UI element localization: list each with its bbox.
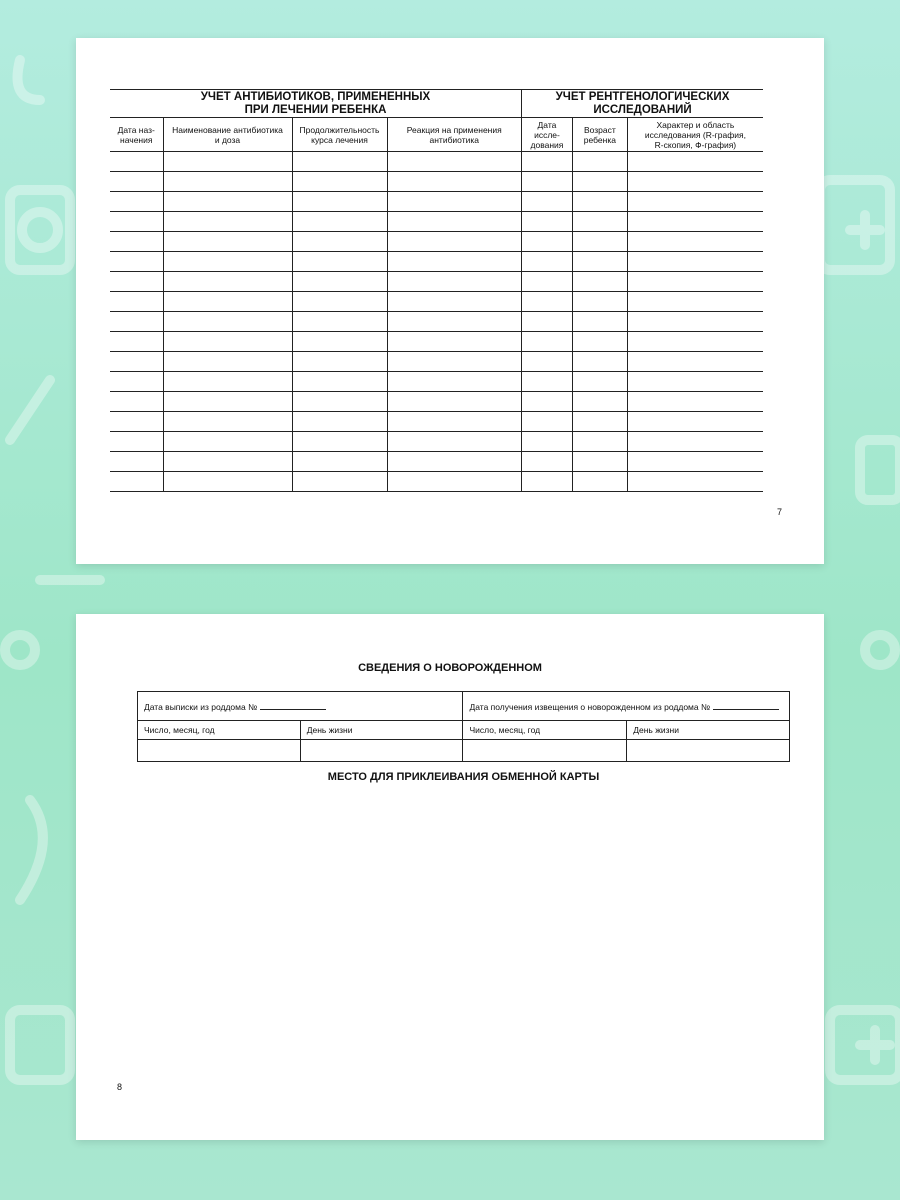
xray-row — [522, 372, 764, 392]
pacifier-icon — [18, 60, 41, 100]
antibiotics-cell[interactable] — [387, 292, 521, 312]
discharge-date-label: Дата выписки из роддома № — [144, 701, 258, 712]
antibiotics-cell[interactable] — [163, 232, 292, 252]
xray-cell[interactable] — [627, 212, 763, 232]
antibiotics-cell[interactable] — [163, 392, 292, 412]
xray-cell[interactable] — [572, 152, 627, 172]
antibiotics-cell[interactable] — [110, 332, 163, 352]
antibiotics-cell[interactable] — [110, 252, 163, 272]
antibiotics-cell[interactable] — [387, 452, 521, 472]
antibiotics-cell[interactable] — [387, 432, 521, 452]
antibiotics-row — [110, 272, 521, 292]
antibiotics-row — [110, 212, 521, 232]
syringe-icon — [10, 380, 50, 440]
day-of-life-label-right: День жизни — [627, 721, 790, 740]
stethoscope-icon — [5, 635, 35, 665]
date-field-right[interactable] — [463, 740, 627, 762]
antibiotics-cell[interactable] — [110, 352, 163, 372]
antibiotics-cell[interactable] — [163, 412, 292, 432]
antibiotics-cell[interactable] — [110, 392, 163, 412]
antibiotics-row — [110, 172, 521, 192]
antibiotics-cell[interactable] — [387, 312, 521, 332]
xray-cell[interactable] — [572, 192, 627, 212]
antibiotics-cell[interactable] — [163, 272, 292, 292]
xray-cell[interactable] — [627, 252, 763, 272]
antibiotics-cell[interactable] — [110, 432, 163, 452]
xray-row — [522, 212, 764, 232]
xray-cell[interactable] — [572, 312, 627, 332]
antibiotics-cell[interactable] — [110, 272, 163, 292]
xray-cell[interactable] — [572, 272, 627, 292]
xray-row — [522, 332, 764, 352]
antibiotics-cell[interactable] — [387, 332, 521, 352]
antibiotics-row — [110, 152, 521, 172]
notice-number-blank[interactable] — [713, 701, 779, 710]
antibiotics-cell[interactable] — [163, 352, 292, 372]
xray-cell[interactable] — [572, 232, 627, 252]
xray-cell[interactable] — [572, 292, 627, 312]
col-prescription-date: Дата наз- начения — [110, 118, 163, 152]
antibiotics-cell[interactable] — [292, 292, 387, 312]
antibiotics-cell[interactable] — [387, 212, 521, 232]
xray-row — [522, 452, 764, 472]
antibiotics-title: УЧЕТ АНТИБИОТИКОВ, ПРИМЕНЕННЫХ ПРИ ЛЕЧЕНИИ РЕБЕНКА — [110, 90, 521, 118]
xray-cell[interactable] — [627, 432, 763, 452]
antibiotics-cell[interactable] — [163, 152, 292, 172]
xray-row — [522, 412, 764, 432]
antibiotics-cell[interactable] — [163, 212, 292, 232]
antibiotics-row — [110, 252, 521, 272]
col-antibiotic-name-dose: Наименование антибиотика и доза — [163, 118, 292, 152]
xray-cell[interactable] — [627, 452, 763, 472]
antibiotics-cell[interactable] — [292, 472, 387, 492]
xray-cell[interactable] — [572, 212, 627, 232]
antibiotics-row — [110, 292, 521, 312]
page-number-7: 7 — [777, 507, 783, 517]
newborn-info-title: СВЕДЕНИЯ О НОВОРОЖДЕННОМ — [358, 662, 542, 674]
discharge-number-blank[interactable] — [260, 701, 326, 710]
antibiotics-cell[interactable] — [387, 192, 521, 212]
xray-cell[interactable] — [627, 392, 763, 412]
xray-cell[interactable] — [572, 392, 627, 412]
xray-row — [522, 252, 764, 272]
xray-row — [522, 472, 764, 492]
antibiotics-cell[interactable] — [292, 372, 387, 392]
xray-cell[interactable] — [522, 452, 573, 472]
xray-row — [522, 392, 764, 412]
xray-cell[interactable] — [522, 332, 573, 352]
discharge-date-cell[interactable] — [138, 692, 463, 721]
xray-cell[interactable] — [522, 212, 573, 232]
col-course-duration: Продолжительность курса лечения — [292, 118, 387, 152]
xray-cell[interactable] — [522, 252, 573, 272]
antibiotics-cell[interactable] — [163, 472, 292, 492]
xray-cell[interactable] — [522, 272, 573, 292]
antibiotics-row — [110, 452, 521, 472]
xray-cell[interactable] — [522, 412, 573, 432]
xray-cell[interactable] — [627, 372, 763, 392]
col-reaction: Реакция на применения антибиотика — [387, 118, 521, 152]
xray-cell[interactable] — [627, 312, 763, 332]
xray-table — [521, 89, 763, 492]
antibiotics-cell[interactable] — [163, 172, 292, 192]
xray-row — [522, 352, 764, 372]
xray-cell[interactable] — [627, 172, 763, 192]
date-label-left: Число, месяц, год — [138, 721, 301, 740]
xray-cell[interactable] — [522, 152, 573, 172]
xray-row — [522, 292, 764, 312]
antibiotics-cell[interactable] — [292, 152, 387, 172]
antibiotics-cell[interactable] — [387, 152, 521, 172]
antibiotics-cell[interactable] — [163, 332, 292, 352]
xray-cell[interactable] — [572, 412, 627, 432]
notice-date-cell[interactable] — [463, 692, 790, 721]
newborn-info-table — [137, 691, 790, 762]
xray-cell[interactable] — [572, 452, 627, 472]
antibiotics-row — [110, 192, 521, 212]
xray-cell[interactable] — [627, 152, 763, 172]
antibiotics-cell[interactable] — [110, 412, 163, 432]
thermometer-icon — [20, 800, 43, 900]
antibiotics-cell[interactable] — [387, 252, 521, 272]
xray-cell[interactable] — [522, 392, 573, 412]
xray-cell[interactable] — [522, 172, 573, 192]
xray-cell[interactable] — [522, 192, 573, 212]
xray-cell[interactable] — [627, 292, 763, 312]
xray-cell[interactable] — [572, 252, 627, 272]
xray-row — [522, 152, 764, 172]
antibiotics-cell[interactable] — [387, 392, 521, 412]
plus-icon — [860, 1030, 890, 1060]
antibiotics-cell[interactable] — [163, 452, 292, 472]
antibiotics-cell[interactable] — [292, 192, 387, 212]
antibiotics-row — [110, 432, 521, 452]
xray-cell[interactable] — [522, 292, 573, 312]
antibiotics-cell[interactable] — [292, 212, 387, 232]
antibiotics-cell[interactable] — [292, 432, 387, 452]
antibiotics-cell[interactable] — [292, 332, 387, 352]
xray-cell[interactable] — [522, 312, 573, 332]
medical-case-icon — [10, 1010, 70, 1080]
antibiotics-cell[interactable] — [110, 372, 163, 392]
page-7 — [76, 38, 824, 564]
xray-cell[interactable] — [627, 232, 763, 252]
xray-row — [522, 272, 764, 292]
antibiotics-cell[interactable] — [292, 252, 387, 272]
exchange-card-title: МЕСТО ДЛЯ ПРИКЛЕИВАНИЯ ОБМЕННОЙ КАРТЫ — [327, 771, 600, 783]
date-label-right: Число, месяц, год — [463, 721, 627, 740]
col-child-age: Возраст ребенка — [572, 118, 627, 152]
antibiotics-cell[interactable] — [163, 292, 292, 312]
xray-cell[interactable] — [572, 472, 627, 492]
day-of-life-field-right[interactable] — [627, 740, 790, 762]
antibiotics-cell[interactable] — [110, 232, 163, 252]
xray-cell[interactable] — [522, 232, 573, 252]
antibiotics-cell[interactable] — [110, 292, 163, 312]
antibiotics-cell[interactable] — [163, 372, 292, 392]
cross-badge-icon — [22, 212, 58, 248]
antibiotics-cell[interactable] — [387, 372, 521, 392]
antibiotics-cell[interactable] — [387, 352, 521, 372]
pill-bottle-icon — [860, 440, 900, 500]
antibiotics-cell[interactable] — [387, 472, 521, 492]
antibiotics-cell[interactable] — [110, 152, 163, 172]
antibiotics-row — [110, 332, 521, 352]
antibiotics-row — [110, 372, 521, 392]
xray-cell[interactable] — [627, 472, 763, 492]
antibiotics-cell[interactable] — [387, 412, 521, 432]
antibiotics-cell[interactable] — [163, 312, 292, 332]
xray-cell[interactable] — [627, 272, 763, 292]
xray-row — [522, 192, 764, 212]
stethoscope-icon-right — [865, 635, 895, 665]
day-of-life-label-left: День жизни — [300, 721, 463, 740]
xray-cell[interactable] — [572, 372, 627, 392]
antibiotics-cell[interactable] — [110, 452, 163, 472]
xray-row — [522, 432, 764, 452]
antibiotics-cell[interactable] — [292, 172, 387, 192]
antibiotics-cell[interactable] — [163, 432, 292, 452]
xray-row — [522, 232, 764, 252]
page-8 — [76, 614, 824, 1140]
xray-cell[interactable] — [522, 352, 573, 372]
antibiotics-cell[interactable] — [292, 352, 387, 372]
antibiotics-cell[interactable] — [110, 312, 163, 332]
antibiotics-cell[interactable] — [163, 252, 292, 272]
xray-cell[interactable] — [627, 332, 763, 352]
antibiotics-cell[interactable] — [292, 412, 387, 432]
antibiotics-cell[interactable] — [292, 452, 387, 472]
antibiotics-cell[interactable] — [110, 172, 163, 192]
page-number-8: 8 — [117, 1082, 123, 1092]
antibiotics-cell[interactable] — [292, 272, 387, 292]
antibiotics-cell[interactable] — [110, 192, 163, 212]
xray-cell[interactable] — [572, 432, 627, 452]
antibiotics-table — [110, 89, 521, 492]
antibiotics-xray-tables — [110, 89, 763, 493]
antibiotics-cell[interactable] — [292, 312, 387, 332]
day-of-life-field-left[interactable] — [300, 740, 463, 762]
antibiotics-row — [110, 472, 521, 492]
date-field-left[interactable] — [138, 740, 301, 762]
antibiotics-row — [110, 352, 521, 372]
antibiotics-cell[interactable] — [163, 192, 292, 212]
xray-cell[interactable] — [627, 192, 763, 212]
xray-title: УЧЕТ РЕНТГЕНОЛОГИЧЕСКИХ ИССЛЕДОВАНИЙ — [522, 90, 764, 118]
antibiotics-row — [110, 312, 521, 332]
xray-row — [522, 172, 764, 192]
xray-cell[interactable] — [522, 372, 573, 392]
col-exam-type-area: Характер и область исследования (R-графия, R-скопия, Ф-графия) — [627, 118, 763, 152]
antibiotics-cell[interactable] — [387, 172, 521, 192]
xray-cell[interactable] — [627, 412, 763, 432]
antibiotics-cell[interactable] — [292, 232, 387, 252]
col-exam-date: Дата иссле- дования — [522, 118, 573, 152]
antibiotics-cell[interactable] — [292, 392, 387, 412]
xray-cell[interactable] — [522, 472, 573, 492]
antibiotics-row — [110, 412, 521, 432]
antibiotics-cell[interactable] — [110, 472, 163, 492]
antibiotics-cell[interactable] — [110, 212, 163, 232]
medical-cross-icon — [850, 215, 880, 245]
xray-cell[interactable] — [627, 352, 763, 372]
antibiotics-row — [110, 392, 521, 412]
xray-row — [522, 312, 764, 332]
antibiotics-cell[interactable] — [387, 272, 521, 292]
xray-cell[interactable] — [572, 352, 627, 372]
xray-cell[interactable] — [572, 172, 627, 192]
antibiotics-row — [110, 232, 521, 252]
notice-date-label: Дата получения извещения о новорожденном из роддома № — [469, 701, 711, 712]
xray-cell[interactable] — [522, 432, 573, 452]
xray-cell[interactable] — [572, 332, 627, 352]
antibiotics-cell[interactable] — [387, 232, 521, 252]
